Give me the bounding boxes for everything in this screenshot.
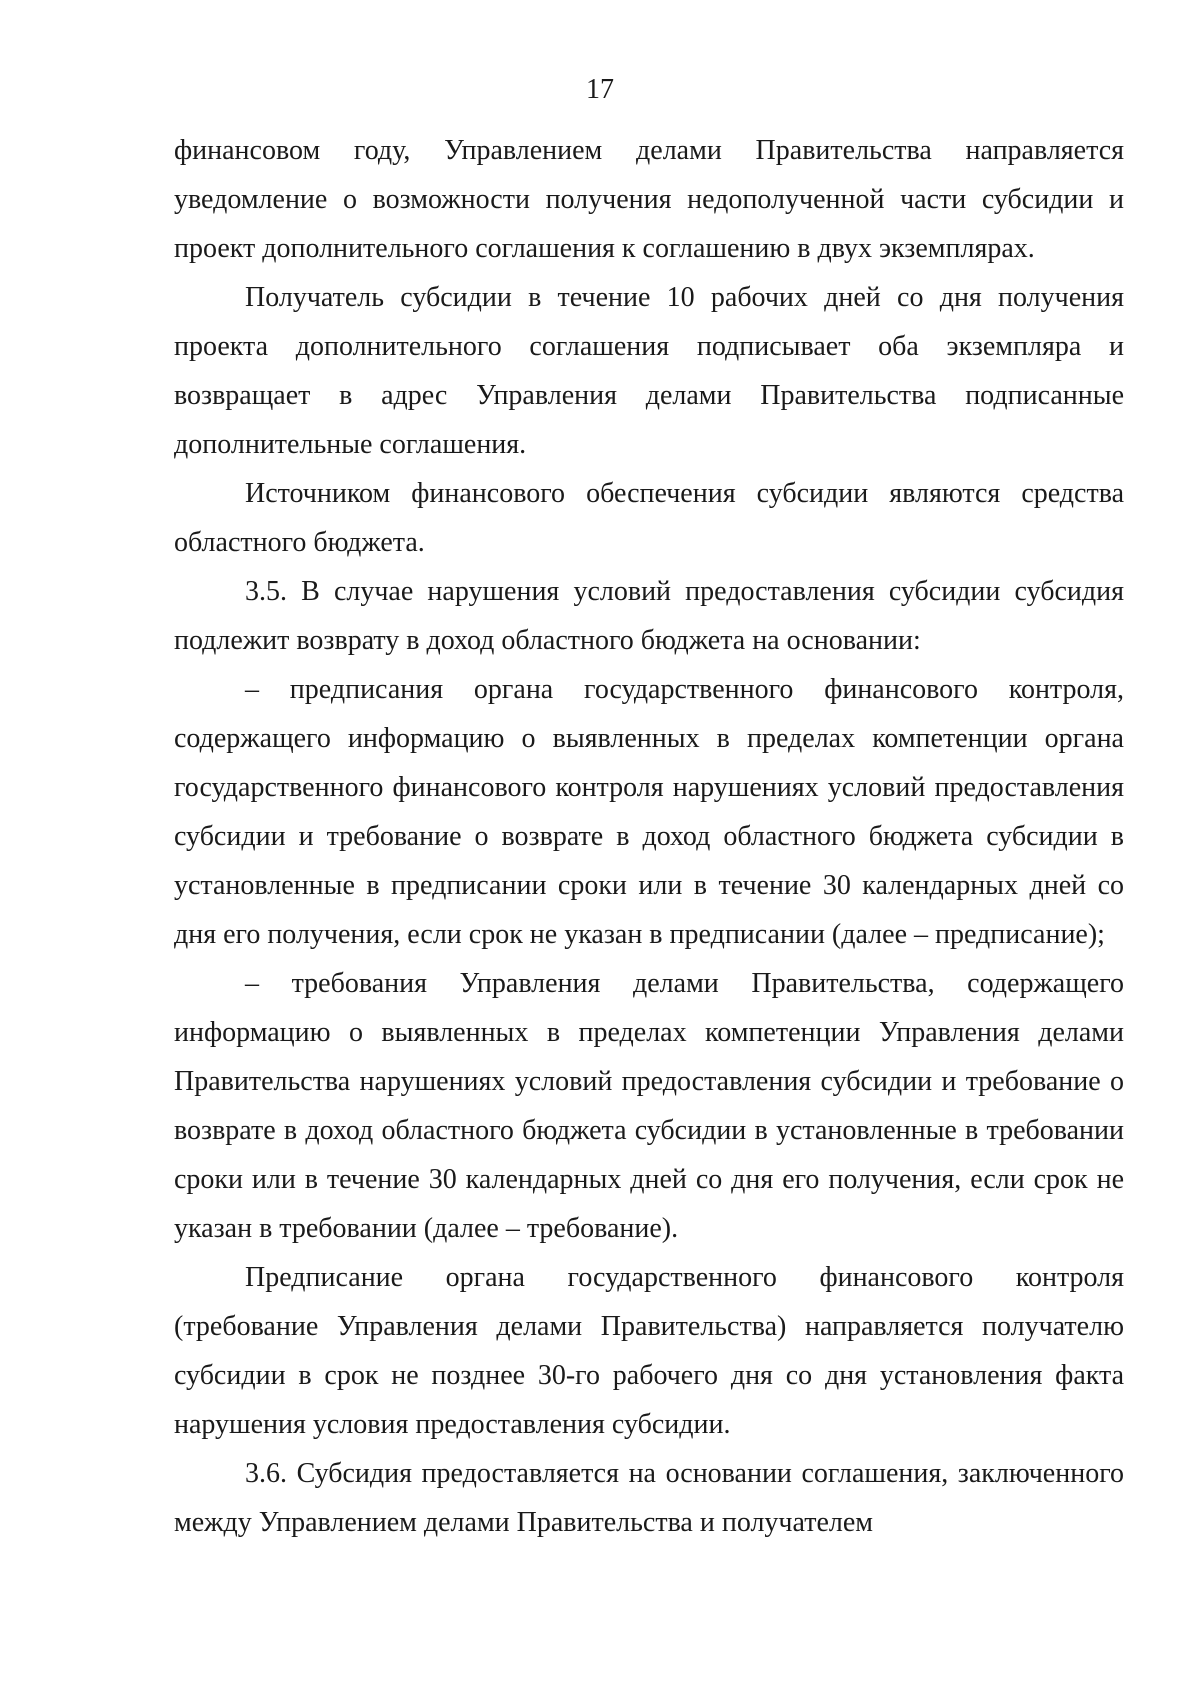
page-number: 17	[586, 74, 614, 105]
list-item-requirement: – требования Управления делами Правительства, содержащего информацию о выявленных в пределах компетенции Управления делами Правительства нарушениях условий предоставления субсидии и требование о возврате в доход областного бюджета субсидии в установленные в требовании сроки или в течение 30 календарных дней со дня его получения, если срок не указан в требовании (далее – требование).	[174, 968, 1124, 1244]
paragraph-recipient-signing: Получатель субсидии в течение 10 рабочих дней со дня получения проекта дополнительного соглашения подписывает оба экземпляра и возвращает в адрес Управления делами Правительства подписанные дополнительные соглашения.	[174, 282, 1124, 460]
list-item-prescription: – предписания органа государственного финансового контроля, содержащего информацию о выявленных в пределах компетенции органа государственного финансового контроля нарушениях условий предоставления субсидии и требование о возврате в доход областного бюджета субсидии в установленные в предписании сроки или в течение 30 календарных дней со дня его получения, если срок не указан в предписании (далее – предписание);	[174, 674, 1124, 950]
paragraph-section-3-6: 3.6. Субсидия предоставляется на основании соглашения, заключенного между Управлением делами Правительства и получателем	[174, 1458, 1124, 1538]
paragraph-section-3-5: 3.5. В случае нарушения условий предоставления субсидии субсидия подлежит возврату в доход областного бюджета на основании:	[174, 576, 1124, 656]
document-body	[174, 126, 1124, 1547]
paragraph-prescription-delivery: Предписание органа государственного финансового контроля (требование Управления делами Правительства) направляется получателю субсидии в срок не позднее 30-го рабочего дня со дня установления факта нарушения условия предоставления субсидии.	[174, 1262, 1124, 1440]
paragraph-continuation: финансовом году, Управлением делами Правительства направляется уведомление о возможности получения недополученной части субсидии и проект дополнительного соглашения к соглашению в двух экземплярах.	[174, 135, 1124, 264]
paragraph-funding-source: Источником финансового обеспечения субсидии являются средства областного бюджета.	[174, 478, 1124, 558]
